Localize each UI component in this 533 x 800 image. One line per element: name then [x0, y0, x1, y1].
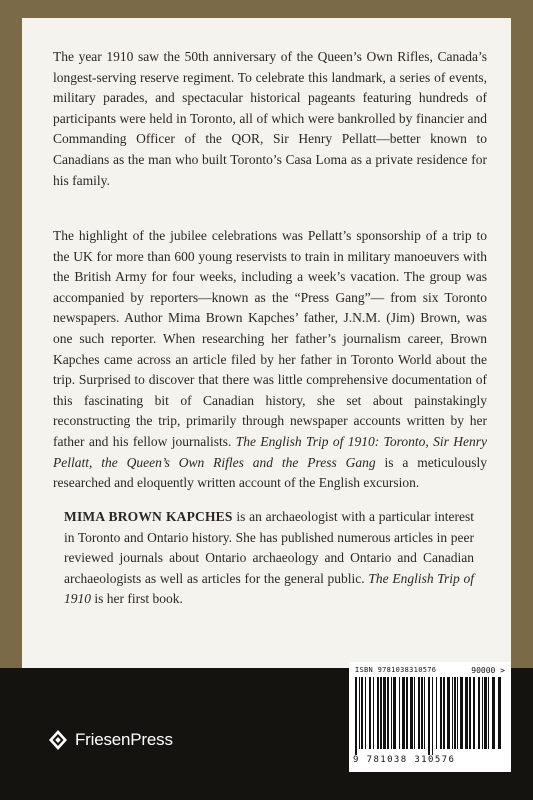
blurb-paragraph-1: The year 1910 saw the 50th anniversary of the Queen’s Own Rifles, Canada’s longest-serving reserve regiment. To celebrate this landmark, a series of events, military parades, and spectacular historical pageants featuring hundreds of participants were held in Toronto, all of which were bankrolled by financier and Commanding Officer of the QOR, Sir Henry Pellatt—better known to Canadians as the man who built Toronto’s Casa Loma as a private residence for his family. — [53, 49, 487, 188]
barcode-bar — [460, 677, 463, 749]
barcode-bar — [484, 677, 487, 749]
isbn-label: ISBN 9781038310576 — [355, 666, 437, 674]
barcode-bar — [424, 677, 425, 749]
blurb-paragraph-2 — [53, 226, 487, 494]
barcode-number: 9 781038 310576 — [353, 755, 456, 765]
barcode-bar — [428, 677, 430, 755]
barcode-bar — [391, 677, 392, 749]
diamond-logo-icon — [48, 729, 68, 751]
barcode-bar — [421, 677, 423, 749]
barcode-bar — [387, 677, 389, 749]
barcode-bar — [365, 677, 366, 749]
author-bio-text: is an archaeologist with a particular interest in Toronto and Ontario history. She has published numerous articles in peer reviewed journals about Ontario archaeology and Ontario and Canadian archaeologists as well as articles for the general public. — [64, 509, 475, 586]
barcode-bar — [377, 677, 379, 749]
barcode-bar — [406, 677, 408, 749]
barcode-bar — [457, 677, 458, 749]
barcode-bar — [498, 677, 501, 749]
barcode — [349, 662, 511, 772]
barcode-bar — [380, 677, 382, 749]
author-name: MIMA BROWN KAPCHES — [64, 509, 233, 524]
barcode-bar — [373, 677, 374, 749]
barcode-bar — [473, 677, 475, 749]
barcode-bars — [355, 677, 505, 755]
blurb-paragraph-2-text: The highlight of the jubilee celebrations was Pellatt’s sponsorship of a trip to the UK for more than 600 young reservists to train in military manoeuvers with the British Army for four weeks, including a week’s vacation. The group was accompanied by reporters—known as the “Press Gang”— from six Toronto newspapers. Author Mima Brown Kapches’ father, J.N.M. (Jim) Brown, was one such reporter. When researching her father’s journalism career, Brown Kapches came across an article filed by her father in Toronto World about the trip. Surprised to discover that there was little comprehensive documentation of this fascinating bit of Canadian history, she set about painstakingly reconstructing the trip, primarily through newspaper accounts written by her father and his fellow journalists. — [53, 228, 487, 449]
author-bio-end: is her first book. — [94, 591, 183, 607]
book-title-full: The English Trip of 1910: Toronto, Sir Henry Pellatt, the Queen’s Own Rifles and the Press Gang — [53, 433, 487, 470]
barcode-bar — [482, 677, 483, 749]
barcode-bar — [359, 677, 360, 749]
author-bio — [64, 507, 474, 610]
barcode-bar — [418, 677, 420, 749]
barcode-bar — [355, 677, 357, 755]
barcode-bar — [440, 677, 442, 749]
price-code: 90000 > — [471, 666, 505, 675]
barcode-bar — [383, 677, 386, 749]
barcode-bar — [478, 677, 480, 749]
barcode-bar — [369, 677, 371, 749]
barcode-bar — [414, 677, 415, 749]
barcode-bar — [393, 677, 396, 749]
barcode-bar — [443, 677, 445, 749]
barcode-bar — [454, 677, 456, 749]
barcode-bar — [432, 677, 433, 755]
barcode-bar — [452, 677, 453, 749]
barcode-bar — [410, 677, 413, 749]
book-title-short: The English Trip of 1910 — [64, 570, 475, 607]
barcode-bar — [399, 677, 400, 749]
barcode-bar — [361, 677, 363, 749]
publisher-name: FriesenPress — [75, 730, 173, 749]
blurb-paragraph-2-end: is a meticulously researched and eloquently written account of the English excursion. — [53, 454, 488, 491]
barcode-bar — [402, 677, 405, 749]
barcode-bar — [492, 677, 495, 749]
barcode-bar — [469, 677, 471, 749]
barcode-bar — [488, 677, 489, 749]
publisher-logo — [48, 728, 173, 752]
barcode-bar — [447, 677, 450, 749]
barcode-bar — [465, 677, 468, 749]
barcode-bar — [436, 677, 437, 749]
